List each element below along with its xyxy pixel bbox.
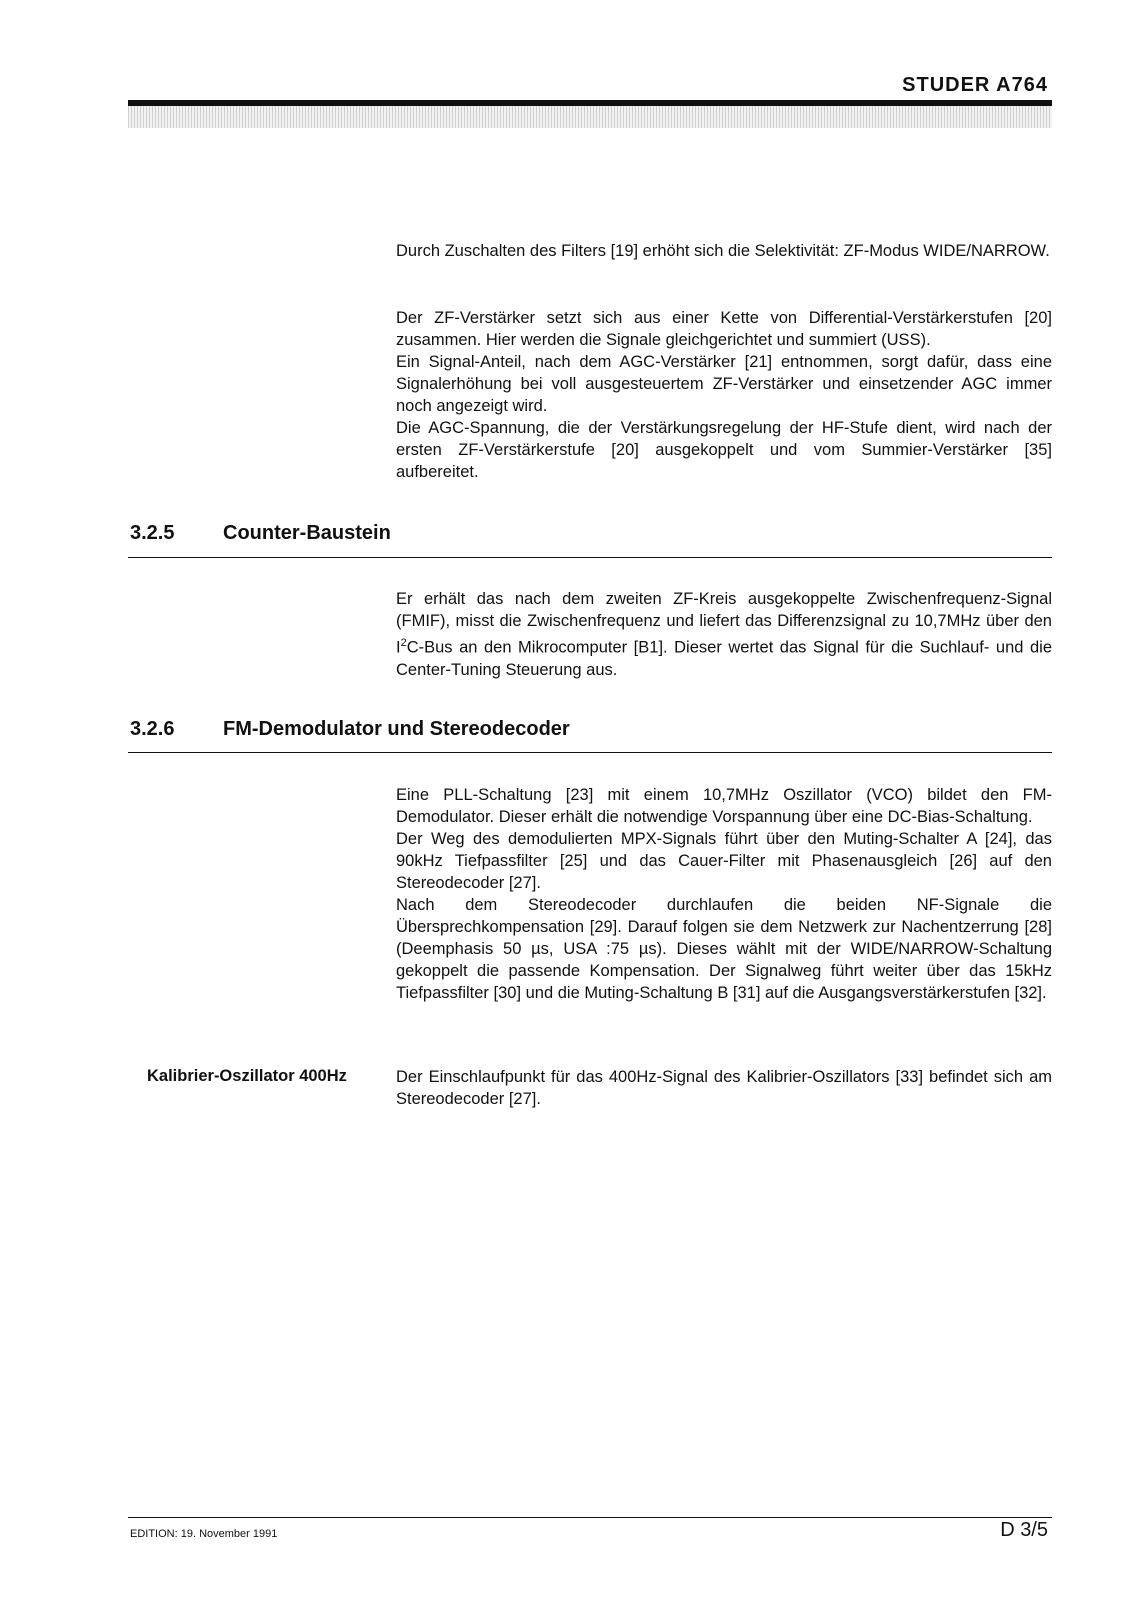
demodulator-line-3: Nach dem Stereodecoder durchlaufen die beiden NF-Signale die Übersprechkompensation [29]. Darauf folgen sie dem Netzwerk zur Nachentzerrung [28] (Deemphasis 50 µs, USA :75 µs). Dieses wählt mit der WIDE/NARROW-Schaltung gekoppelt die passende Kompensation. Der Signalweg führt weiter über das 15kHz Tiefpassfilter [30] und die Muting-Schaltung B [31] auf die Ausgangsverstärkerstufen [32]. (396, 896, 1052, 1002)
header-shade-band (128, 106, 1052, 128)
counter-text-a: Er erhält das nach dem zweiten ZF-Kreis ausgekoppelte Zwischenfrequenz-Signal (FMIF), misst die Zwischenfrequenz und liefert das Differenzsignal zu 10,7MHz über den I (396, 590, 1052, 657)
counter-text (396, 588, 1052, 681)
section-rule-326 (128, 752, 1052, 753)
counter-text-b: C-Bus an den Mikrocomputer [B1]. Dieser wertet das Signal für die Suchlauf- und die Center-Tuning Steuerung aus. (396, 638, 1052, 679)
intro-line-3: Die AGC-Spannung, die der Verstärkungsregelung der HF-Stufe dient, wird nach der ersten ZF-Verstärkerstufe [20] ausgekoppelt und vom Summier-Verstärker [35] aufbereitet. (396, 419, 1052, 481)
footer-rule (128, 1517, 1052, 1518)
calibration-text: Der Einschlaufpunkt für das 400Hz-Signal des Kalibrier-Oszillators [33] befindet sich am Stereodecoder [27]. (396, 1068, 1052, 1108)
counter-paragraph (396, 588, 1052, 681)
demodulator-line-2: Der Weg des demodulierten MPX-Signals führt über den Muting-Schalter A [24], das 90kHz Tiefpassfilter [25] und das Cauer-Filter mit Phasenausgleich [26] auf den Stereodecoder [27]. (396, 830, 1052, 892)
side-label-calibration: Kalibrier-Oszillator 400Hz (147, 1067, 347, 1085)
demodulator-line-1: Eine PLL-Schaltung [23] mit einem 10,7MHz Oszillator (VCO) bildet den FM-Demodulator. Dieser erhält die notwendige Vorspannung über eine DC-Bias-Schaltung. (396, 786, 1052, 826)
section-title-326: FM-Demodulator und Stereodecoder (223, 718, 570, 740)
section-rule-325 (128, 557, 1052, 558)
intro-paragraph-1 (396, 240, 1052, 262)
section-title-325: Counter-Baustein (223, 522, 391, 544)
intro-line-2: Ein Signal-Anteil, nach dem AGC-Verstärker [21] entnommen, sorgt dafür, dass eine Signalerhöhung bei voll ausgesteuertem ZF-Verstärker und einsetzender AGC immer noch angezeigt wird. (396, 353, 1052, 415)
intro-text: Durch Zuschalten des Filters [19] erhöht sich die Selektivität: ZF-Modus WIDE/NARROW. (396, 242, 1050, 260)
section-number-325: 3.2.5 (130, 522, 175, 544)
superscript: 2 (400, 637, 407, 649)
footer-edition: EDITION: 19. November 1991 (130, 1528, 278, 1540)
document-header-title: STUDER A764 (902, 74, 1048, 96)
section-number-326: 3.2.6 (130, 718, 175, 740)
intro-paragraph-2 (396, 307, 1052, 483)
footer-page-number: D 3/5 (1000, 1519, 1048, 1541)
intro-line-1: Der ZF-Verstärker setzt sich aus einer Kette von Differential-Verstärkerstufen [20] zusammen. Hier werden die Signale gleichgerichtet und summiert (USS). (396, 309, 1052, 349)
demodulator-paragraph (396, 784, 1052, 1004)
calibration-paragraph (396, 1066, 1052, 1110)
